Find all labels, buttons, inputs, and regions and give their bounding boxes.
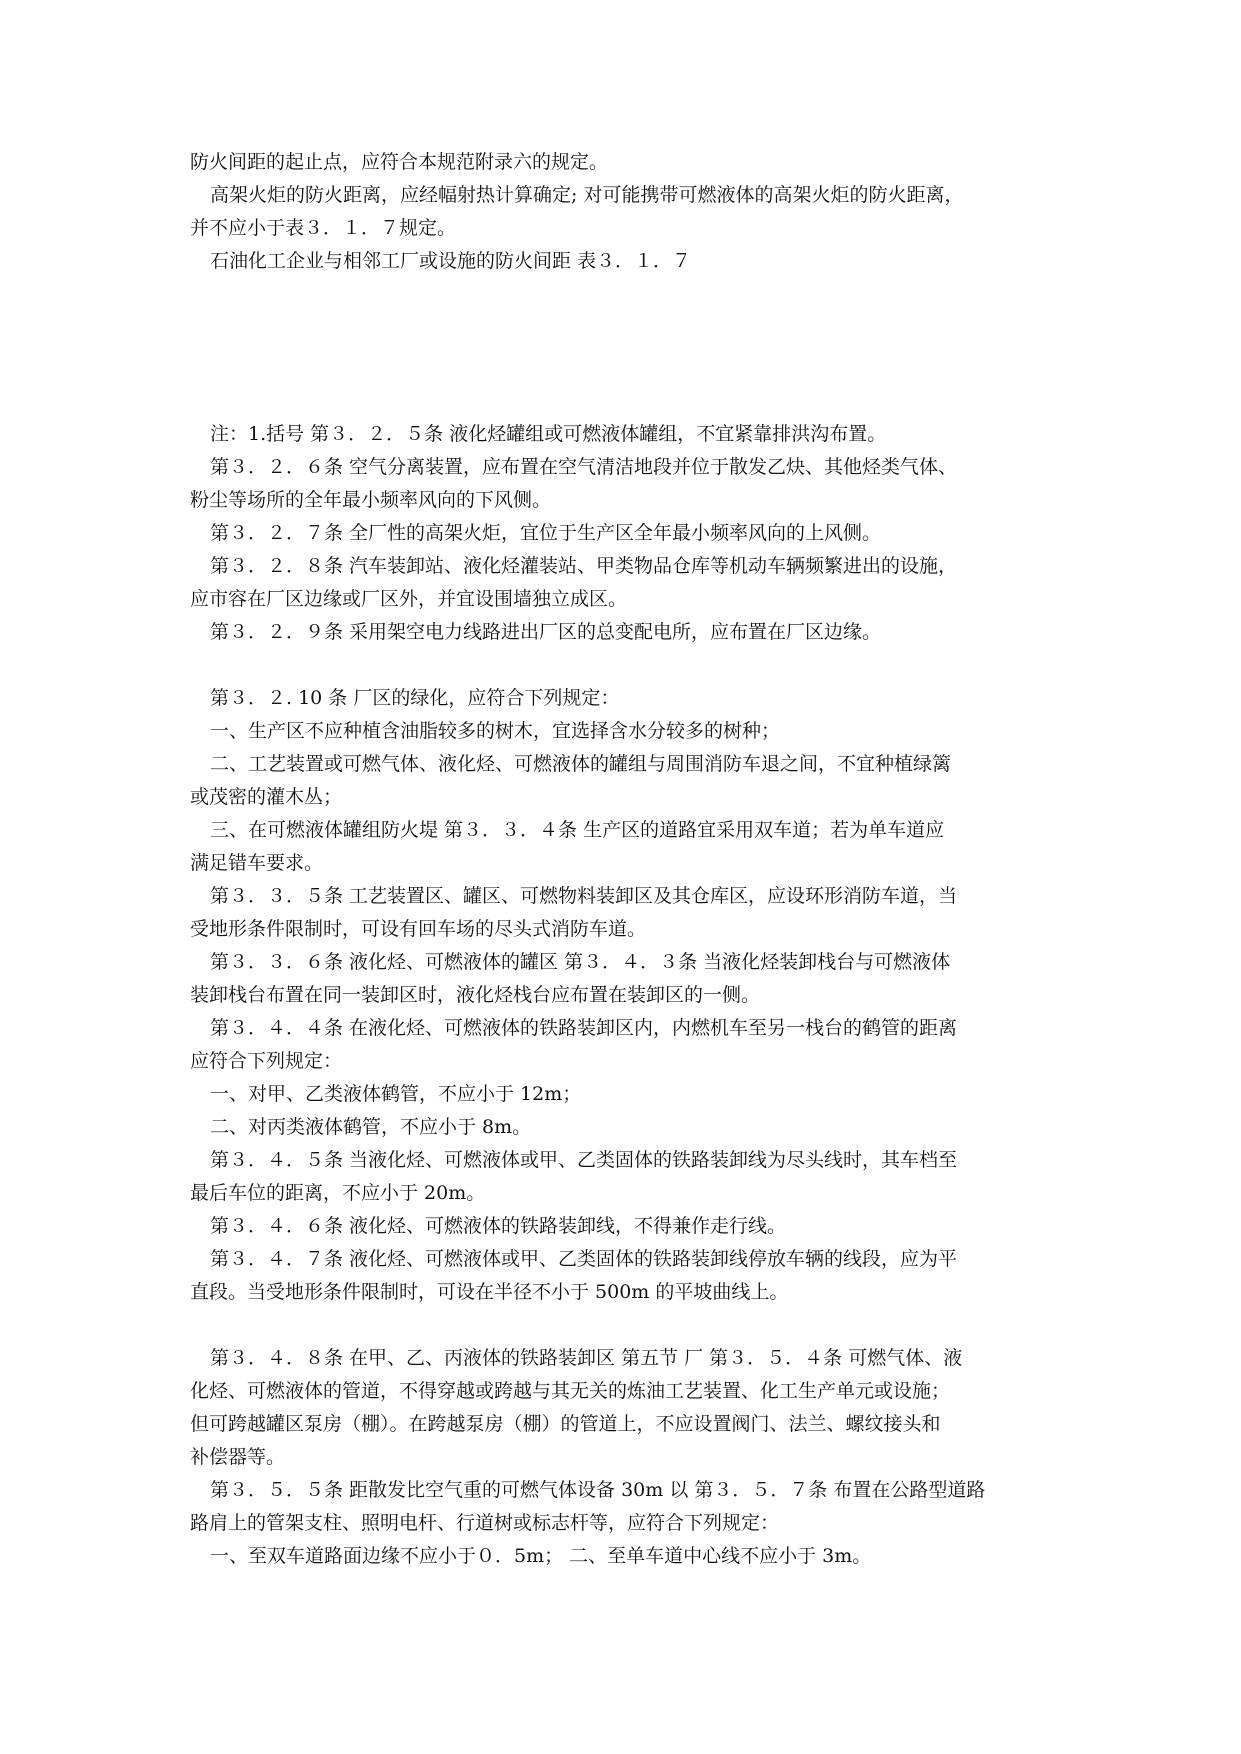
text-line: 粉尘等场所的全年最小频率风向的下风侧。 [190,489,552,511]
text-line: 满足错车要求。 [190,852,324,874]
text-line: 受地形条件限制时，可设有回车场的尽头式消防车道。 [190,918,647,940]
text-line: 第３．４．７条 液化烃、可燃液体或甲、乙类固体的铁路装卸线停放车辆的线段，应为平 [210,1248,958,1270]
text-line: 或茂密的灌木丛； [190,786,343,808]
text-line: 二、对丙类液体鹤管，不应小于 8m。 [210,1116,532,1138]
text-line: 补偿器等。 [190,1446,286,1468]
text-line: 应市容在厂区边缘或厂区外，并宜设围墙独立成区。 [190,588,628,610]
text-line: 第３．４．４条 在液化烃、可燃液体的铁路装卸区内，内燃机车至另一栈台的鹤管的距离 [210,1017,958,1039]
text-line: 第３．２．９条 采用架空电力线路进出厂区的总变配电所，应布置在厂区边缘。 [210,621,882,643]
document-page [190,146,1070,1573]
text-line: 路肩上的管架支柱、照明电杆、行道树或标志杆等，应符合下列规定： [190,1512,780,1534]
text-line: 第３．２．７条 全厂性的高架火炬，宜位于生产区全年最小频率风向的上风侧。 [210,522,882,544]
text-line: 第３．３．５条 工艺装置区、罐区、可燃物料装卸区及其仓库区，应设环形消防车道，当 [210,885,958,907]
text-line: 注：1.括号 第３．２．５条 液化烃罐组或可燃液体罐组，不宜紧靠排洪沟布置。 [210,423,887,445]
text-line: 直段。当受地形条件限制时，可设在半径不小于 500m 的平坡曲线上。 [190,1281,789,1303]
text-line: 并不应小于表３．１．７规定。 [190,217,457,239]
text-line: 一、生产区不应种植含油脂较多的树木，宜选择含水分较多的树种； [210,720,781,742]
text-line: 第３．４．８条 在甲、乙、丙液体的铁路装卸区 第五节 厂 第３．５．４条 可燃气体、液 [210,1347,963,1369]
text-line: 但可跨越罐区泵房（棚）。在跨越泵房（棚）的管道上，不应设置阀门、法兰、螺纹接头和 [190,1413,941,1435]
text-line: 三、在可燃液体罐组防火堤 第３．３．４条 生产区的道路宜采用双车道；若为单车道应 [210,819,945,841]
blank-table-area [190,278,1070,418]
text-line: 装卸栈台布置在同一装卸区时，液化烃栈台应布置在装卸区的一侧。 [190,984,761,1006]
text-line: 一、至双车道路面边缘不应小于０．5m； 二、至单车道中心线不应小于 3m。 [210,1545,872,1567]
text-line: 二、工艺装置或可燃气体、液化烃、可燃液体的罐组与周围消防车退之间，不宜种植绿篱 [210,753,952,775]
text-line: 一、对甲、乙类液体鹤管，不应小于 12m； [210,1083,582,1105]
text-line: 防火间距的起止点，应符合本规范附录六的规定。 [190,151,609,173]
text-line: 第３．２．６条 空气分离装置，应布置在空气清洁地段并位于散发乙炔、其他烃类气体、 [210,456,958,478]
text-line: 第３．４．５条 当液化烃、可燃液体或甲、乙类固体的铁路装卸线为尽头线时，其车档至 [210,1149,958,1171]
text-line: 最后车位的距离，不应小于 20m。 [190,1182,486,1204]
text-line: 第３．５．５条 距散发比空气重的可燃气体设备 30m 以 第３．５．７条 布置在公路型道路 [210,1479,986,1501]
text-line: 第３．４．６条 液化烃、可燃液体的铁路装卸线，不得兼作走行线。 [210,1215,787,1237]
text-line: 应符合下列规定： [190,1050,343,1072]
table-caption: 石油化工企业与相邻工厂或设施的防火间距 表３．１．７ [210,250,692,272]
text-line: 第３．２. 10 条 厂区的绿化，应符合下列规定： [210,687,620,709]
blank-line [190,1309,1070,1342]
blank-line [190,649,1070,682]
text-line: 化烃、可燃液体的管道，不得穿越或跨越与其无关的炼油工艺装置、化工生产单元或设施； [190,1380,951,1402]
text-line: 第３．２．８条 汽车装卸站、液化烃灌装站、甲类物品仓库等机动车辆频繁进出的设施， [210,555,958,577]
text-line: 高架火炬的防火距离，应经幅射热计算确定; 对可能携带可燃液体的高架火炬的防火距离， [210,184,964,206]
text-line: 第３．３．６条 液化烃、可燃液体的罐区 第３．４．３条 当液化烃装卸栈台与可燃液体 [210,951,951,973]
